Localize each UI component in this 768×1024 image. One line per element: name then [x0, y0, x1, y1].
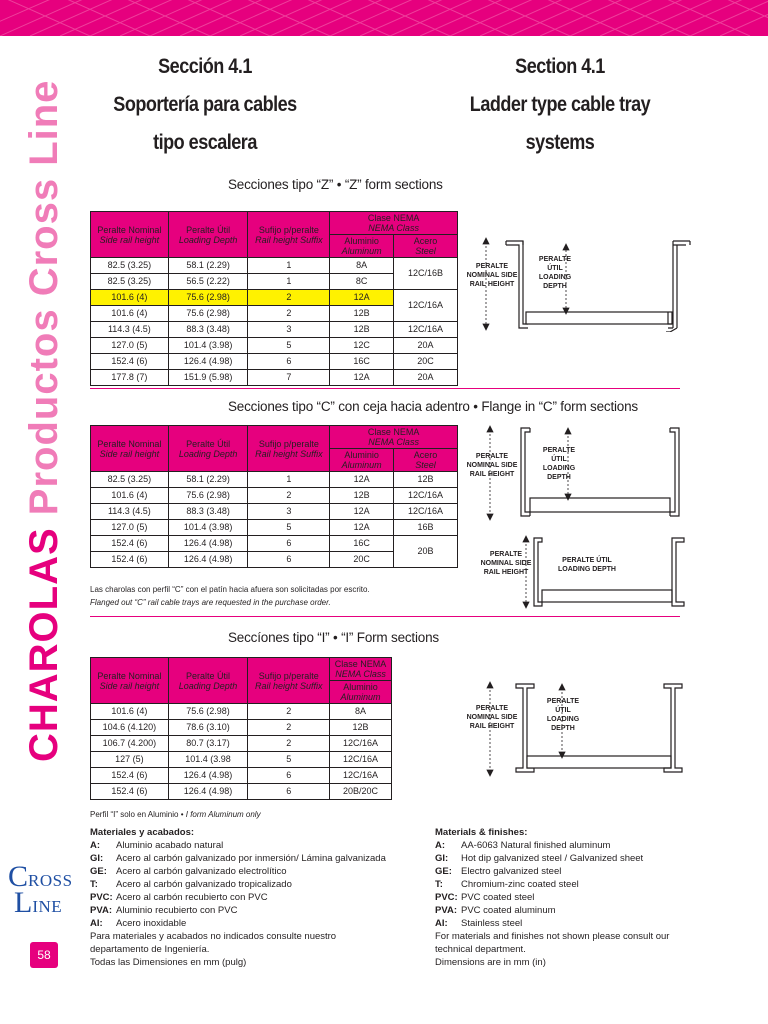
table-row: 152.4 (6) 126.4 (4.98) 6 16C 20B	[91, 536, 458, 552]
table-row: 104.6 (4.120) 78.6 (3.10) 2 12B	[91, 720, 392, 736]
table-row: 114.3 (4.5) 88.3 (3.48) 3 12B 12C/16A	[91, 322, 458, 338]
header-nema-class: Clase NEMA NEMA Class	[330, 658, 392, 681]
header-aluminum: Aluminio Aluminum	[330, 449, 394, 472]
section-c-title: Secciones tipo “C” con ceja hacia adentro • Flange in “C” form sections	[228, 399, 638, 414]
header-steel: Acero Steel	[394, 449, 458, 472]
i-diagram-label-loading: PERALTE ÚTIL LOADING DEPTH	[546, 698, 580, 732]
header-steel: Acero Steel	[394, 235, 458, 258]
materials-es-title: Materiales y acabados:	[90, 827, 195, 838]
materials-english	[435, 826, 735, 969]
top-banner	[0, 0, 768, 36]
heading-es-line2: Soportería para cables	[113, 93, 297, 116]
materials-spanish	[90, 826, 430, 969]
header-side-rail-height: Peralte Nominal Side rail height	[91, 212, 169, 258]
table-row: 177.8 (7) 151.9 (5.98) 7 12A 20A	[91, 370, 458, 386]
i-note: Perfil “I” solo en Aluminio • I form Aluminum only	[90, 810, 261, 819]
list-item: PVC: Acero al carbón recubierto con PVC	[90, 892, 268, 903]
list-item: A: Aluminio acabado natural	[90, 840, 224, 851]
header-aluminum: Aluminio Aluminum	[330, 681, 392, 704]
section-z-title: Secciones tipo “Z” • “Z” form sections	[228, 177, 443, 192]
header-loading-depth: Peralte Útil Loading Depth	[168, 212, 248, 258]
list-item: PVC: PVC coated steel	[435, 892, 535, 903]
c-diagram-label-nominal: PERALTE NOMINAL SIDE RAIL HEIGHT	[466, 453, 518, 478]
list-item: GI: Acero al carbón galvanizado por inmersión/ Lámina galvanizada	[90, 853, 386, 864]
heading-en-line3: systems	[525, 131, 595, 154]
header-side-rail-height: Peralte Nominal Side rail height	[91, 426, 169, 472]
c-out-diagram-label-nominal: PERALTE NOMINAL SIDE RAIL HEIGHT	[480, 551, 532, 576]
divider	[90, 388, 680, 389]
header-loading-depth: Peralte Útil Loading Depth	[168, 658, 248, 704]
header-rail-suffix: Sufijo p/peralte Rail height Suffix	[248, 426, 330, 472]
list-item: GI: Hot dip galvanized steel / Galvanized sheet	[435, 853, 644, 864]
table-row: 106.7 (4.200) 80.7 (3.17) 2 12C/16A	[91, 736, 392, 752]
z-diagram-label-loading: PERALTE ÚTIL LOADING DEPTH	[538, 256, 572, 290]
table-row: 82.5 (3.25) 58.1 (2.29) 1 8A 12C/16B	[91, 258, 458, 274]
list-item: T: Acero al carbón galvanizado tropicalizado	[90, 879, 292, 890]
heading-es-line3: tipo escalera	[153, 131, 257, 154]
divider	[90, 616, 680, 617]
list-item: PVA: Aluminio recubierto con PVC	[90, 905, 238, 916]
side-title	[22, 62, 66, 762]
header-nema-class: Clase NEMA NEMA Class	[330, 212, 458, 235]
c-note-spanish: Las charolas con perfil “C” con el patín hacia afuera son solicitadas por escrito.	[90, 585, 370, 594]
table-z-sections	[90, 211, 458, 386]
materials-en-title: Materials & finishes:	[435, 827, 528, 838]
header-aluminum: Aluminio Aluminum	[330, 235, 394, 258]
table-row-highlighted: 101.6 (4) 75.6 (2.98) 2 12A 12C/16A	[91, 290, 458, 306]
table-c-sections	[90, 425, 458, 568]
list-item: GE: Electro galvanized steel	[435, 866, 562, 877]
list-item: AI: Acero inoxidable	[90, 918, 187, 929]
side-title-product: Productos Cross Line	[22, 79, 66, 516]
list-item: T: Chromium-zinc coated steel	[435, 879, 579, 890]
z-diagram-label-nominal: PERALTE NOMINAL SIDE RAIL HEIGHT	[466, 263, 518, 288]
table-row: 101.6 (4) 75.6 (2.98) 2 8A	[91, 704, 392, 720]
list-item: GE: Acero al carbón galvanizado electrolítico	[90, 866, 287, 877]
table-row: 82.5 (3.25) 56.5 (2.22) 1 8C	[91, 274, 458, 290]
list-item: PVA: PVC coated aluminum	[435, 905, 556, 916]
header-side-rail-height: Peralte Nominal Side rail height	[91, 658, 169, 704]
table-row: 152.4 (6) 126.4 (4.98) 6 16C 20C	[91, 354, 458, 370]
materials-en-footer2: technical department.	[435, 944, 526, 955]
heading-english	[440, 48, 681, 162]
header-rail-suffix: Sufijo p/peralte Rail height Suffix	[248, 658, 330, 704]
table-i-sections	[90, 657, 392, 800]
list-item: A: AA-6063 Natural finished aluminum	[435, 840, 611, 851]
table-row: 114.3 (4.5) 88.3 (3.48) 3 12A 12C/16A	[91, 504, 458, 520]
list-item: AI: Stainless steel	[435, 918, 523, 929]
page-number: 58	[30, 942, 58, 968]
table-row: 152.4 (6) 126.4 (4.98) 6 20C	[91, 552, 458, 568]
c-out-diagram-label-loading: PERALTE ÚTIL LOADING DEPTH	[558, 557, 616, 573]
side-title-brand: CHAROLAS	[22, 527, 66, 762]
header-loading-depth: Peralte Útil Loading Depth	[168, 426, 248, 472]
banner-pattern	[0, 0, 768, 36]
materials-en-footer3: Dimensions are in mm (in)	[435, 957, 546, 968]
table-row: 127 (5) 101.4 (3.98 5 12C/16A	[91, 752, 392, 768]
c-note-english: Flanged out “C” rail cable trays are requested in the purchase order.	[90, 598, 331, 607]
cross-line-logo: CROSS LINE	[8, 860, 73, 919]
heading-spanish	[89, 48, 321, 162]
table-row: 101.6 (4) 75.6 (2.98) 2 12B	[91, 306, 458, 322]
materials-es-footer3: Todas las Dimensiones en mm (pulg)	[90, 957, 247, 968]
c-diagram-label-loading: PERALTE ÚTIL LOADING DEPTH	[542, 447, 576, 481]
heading-en-line1: Section 4.1	[515, 55, 605, 78]
heading-es-line1: Sección 4.1	[158, 55, 252, 78]
table-row: 101.6 (4) 75.6 (2.98) 2 12B 12C/16A	[91, 488, 458, 504]
table-row: 127.0 (5) 101.4 (3.98) 5 12A 16B	[91, 520, 458, 536]
materials-es-footer2: departamento de Ingeniería.	[90, 944, 210, 955]
heading-en-line2: Ladder type cable tray	[469, 93, 651, 116]
materials-en-footer1: For materials and finishes not shown please consult our	[435, 931, 670, 942]
i-diagram-label-nominal: PERALTE NOMINAL SIDE RAIL HEIGHT	[466, 705, 518, 730]
table-row: 152.4 (6) 126.4 (4.98) 6 12C/16A	[91, 768, 392, 784]
table-row: 82.5 (3.25) 58.1 (2.29) 1 12A 12B	[91, 472, 458, 488]
section-i-title: Seccíones tipo “I” • “I” Form sections	[228, 630, 439, 645]
header-nema-class: Clase NEMA NEMA Class	[330, 426, 458, 449]
header-rail-suffix: Sufijo p/peralte Rail height Suffix	[248, 212, 330, 258]
table-row: 152.4 (6) 126.4 (4.98) 6 20B/20C	[91, 784, 392, 800]
materials-es-footer1: Para materiales y acabados no indicados consulte nuestro	[90, 931, 337, 942]
table-row: 127.0 (5) 101.4 (3.98) 5 12C 20A	[91, 338, 458, 354]
